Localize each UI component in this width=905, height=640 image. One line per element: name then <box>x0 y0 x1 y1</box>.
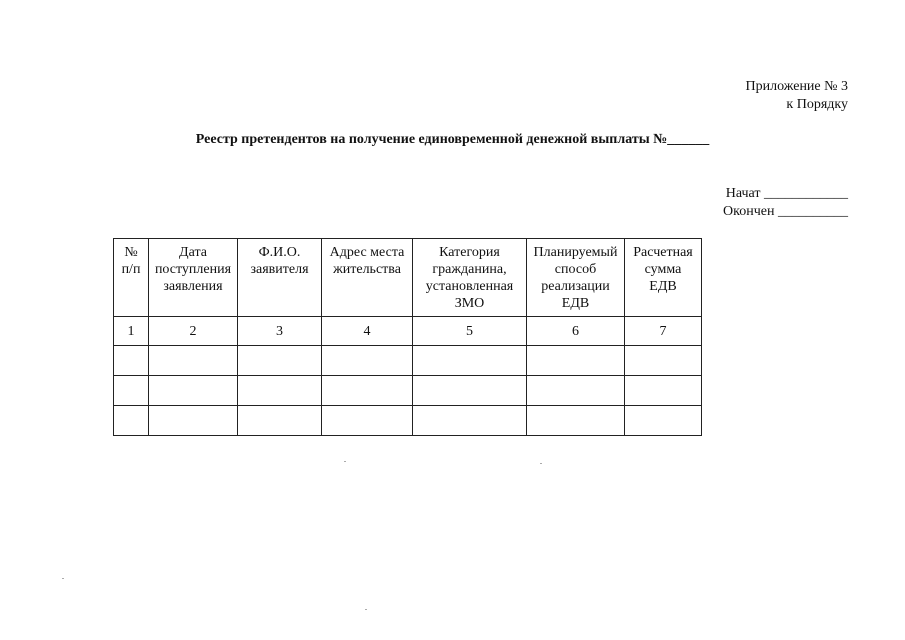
empty-cell <box>625 406 702 436</box>
appendix-reference: к Порядку <box>786 97 848 112</box>
header-cell-method: Планируемый способ реализации ЕДВ <box>527 239 625 317</box>
empty-cell <box>413 376 527 406</box>
empty-cell <box>322 346 413 376</box>
appendix-number: Приложение № 3 <box>745 79 848 94</box>
empty-cell <box>527 376 625 406</box>
date-fields <box>723 185 848 221</box>
empty-cell <box>322 406 413 436</box>
empty-row <box>114 376 702 406</box>
started-field: Начат ____________ <box>725 186 848 201</box>
empty-cell <box>114 406 149 436</box>
header-cell-name: Ф.И.О. заявителя <box>238 239 322 317</box>
header-cell-amount: Расчетная сумма ЕДВ <box>625 239 702 317</box>
empty-cell <box>413 346 527 376</box>
column-number: 1 <box>114 317 149 346</box>
finished-field: Окончен __________ <box>723 204 848 219</box>
empty-row <box>114 406 702 436</box>
empty-cell <box>413 406 527 436</box>
column-number: 3 <box>238 317 322 346</box>
empty-cell <box>114 376 149 406</box>
scan-speck <box>344 461 346 462</box>
scan-speck <box>365 609 367 610</box>
empty-cell <box>149 376 238 406</box>
empty-cell <box>238 376 322 406</box>
column-number-row <box>114 317 702 346</box>
scan-speck <box>62 578 64 579</box>
empty-cell <box>322 376 413 406</box>
empty-cell <box>238 346 322 376</box>
column-number: 5 <box>413 317 527 346</box>
header-row <box>114 239 702 317</box>
column-number: 6 <box>527 317 625 346</box>
scan-speck <box>540 463 542 464</box>
header-cell-address: Адрес места жительства <box>322 239 413 317</box>
header-cell-date: Дата поступления заявления <box>149 239 238 317</box>
empty-cell <box>527 406 625 436</box>
empty-cell <box>114 346 149 376</box>
column-number: 2 <box>149 317 238 346</box>
document-title: Реестр претендентов на получение единовременной денежной выплаты №______ <box>195 132 710 147</box>
empty-cell <box>238 406 322 436</box>
empty-cell <box>149 406 238 436</box>
header-cell-category: Категория гражданина, установленная ЗМО <box>413 239 527 317</box>
empty-cell <box>527 346 625 376</box>
column-number: 7 <box>625 317 702 346</box>
column-number: 4 <box>322 317 413 346</box>
appendix-note <box>746 78 849 114</box>
empty-cell <box>149 346 238 376</box>
registry-table <box>113 238 702 436</box>
empty-row <box>114 346 702 376</box>
empty-cell <box>625 346 702 376</box>
empty-cell <box>625 376 702 406</box>
header-cell-number: № п/п <box>114 239 149 317</box>
